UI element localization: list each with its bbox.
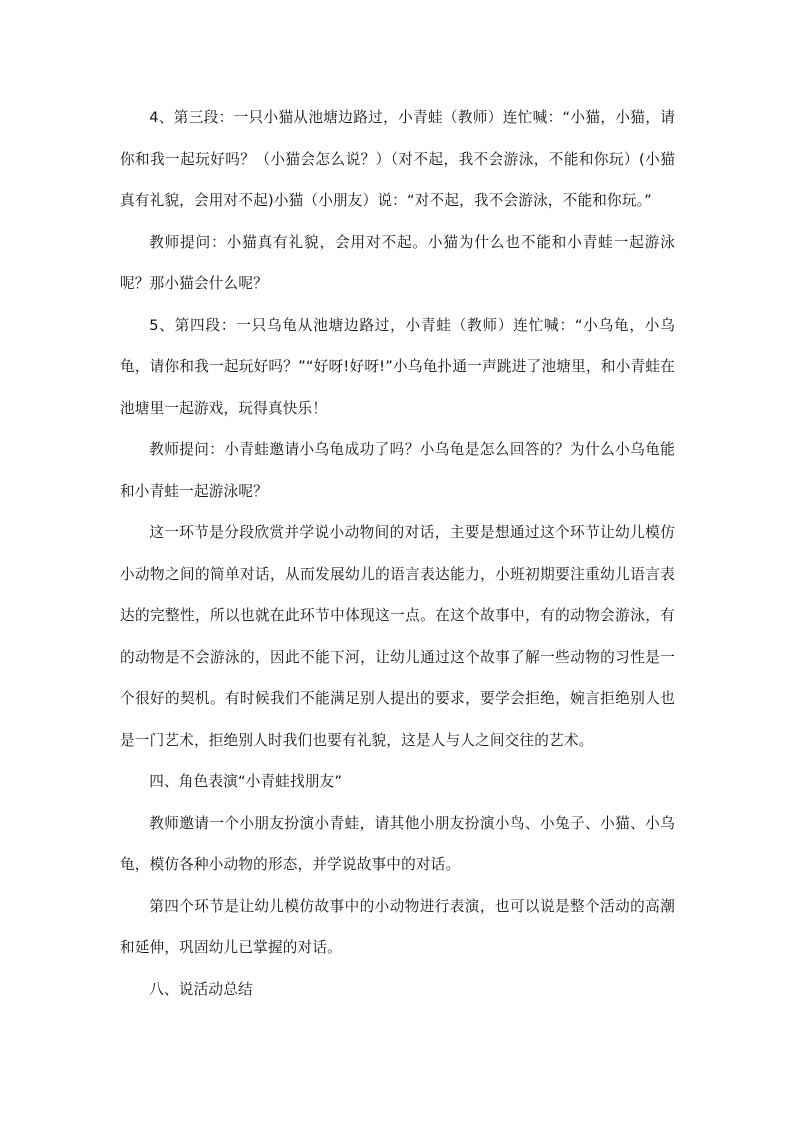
- paragraph-role-play-instructions: 教师邀请一个小朋友扮演小青蛙，请其他小朋友扮演小鸟、小兔子、小猫、小乌龟，模仿各种小动物的形态，并学说故事中的对话。: [120, 814, 675, 873]
- section-heading-role-play: 四、角色表演“小青蛙找朋友”: [149, 773, 343, 790]
- section-heading-activity-summary: 八、说活动总结: [149, 980, 253, 998]
- paragraph-teacher-question-cat: 教师提问：小猫真有礼貌，会用对不起。小猫为什么也不能和小青蛙一起游泳呢？那小猫会什么呢？: [120, 233, 675, 292]
- paragraph-fourth-step-explanation: 第四个环节是让幼儿模仿故事中的小动物进行表演，也可以说是整个活动的高潮和延伸，巩固幼儿已掌握的对话。: [120, 897, 675, 956]
- paragraph-teacher-question-turtle: 教师提问：小青蛙邀请小乌龟成功了吗？小乌龟是怎么回答的？为什么小乌龟能和小青蛙一起游泳呢？: [120, 441, 675, 500]
- paragraph-third-segment: 4、第三段：一只小猫从池塘边路过，小青蛙（教师）连忙喊：“小猫，小猫，请你和我一起玩好吗？（小猫会怎么说？）（对不起，我不会游泳，不能和你玩）(小猫真有礼貌，会用对不起)小猫（小朋友）说：“对不起，我不会游泳，不能和你玩。”: [120, 109, 675, 209]
- document-body: [120, 97, 675, 1010]
- paragraph-fourth-segment: 5、第四段：一只乌龟从池塘边路过，小青蛙（教师）连忙喊：“小乌龟，小乌龟，请你和我一起玩好吗？”“好呀!好呀!”小乌龟扑通一声跳进了池塘里，和小青蛙在池塘里一起游戏，玩得真快乐！: [120, 316, 675, 417]
- paragraph-segment-explanation: 这一环节是分段欣赏并学说小动物间的对话，主要是想通过这个环节让幼儿模仿小动物之间的简单对话，从而发展幼儿的语言表达能力，小班初期要注重幼儿语言表达的完整性，所以也就在此环节中体现这一点。在这个故事中，有的动物会游泳，有的动物是不会游泳的，因此不能下河，让幼儿通过这个故事了解一些动物的习性是一个很好的契机。有时候我们不能满足别人提出的要求，要学会拒绝，婉言拒绝别人也是一门艺术，拒绝别人时我们也要有礼貌，这是人与人之间交往的艺术。: [120, 524, 675, 749]
